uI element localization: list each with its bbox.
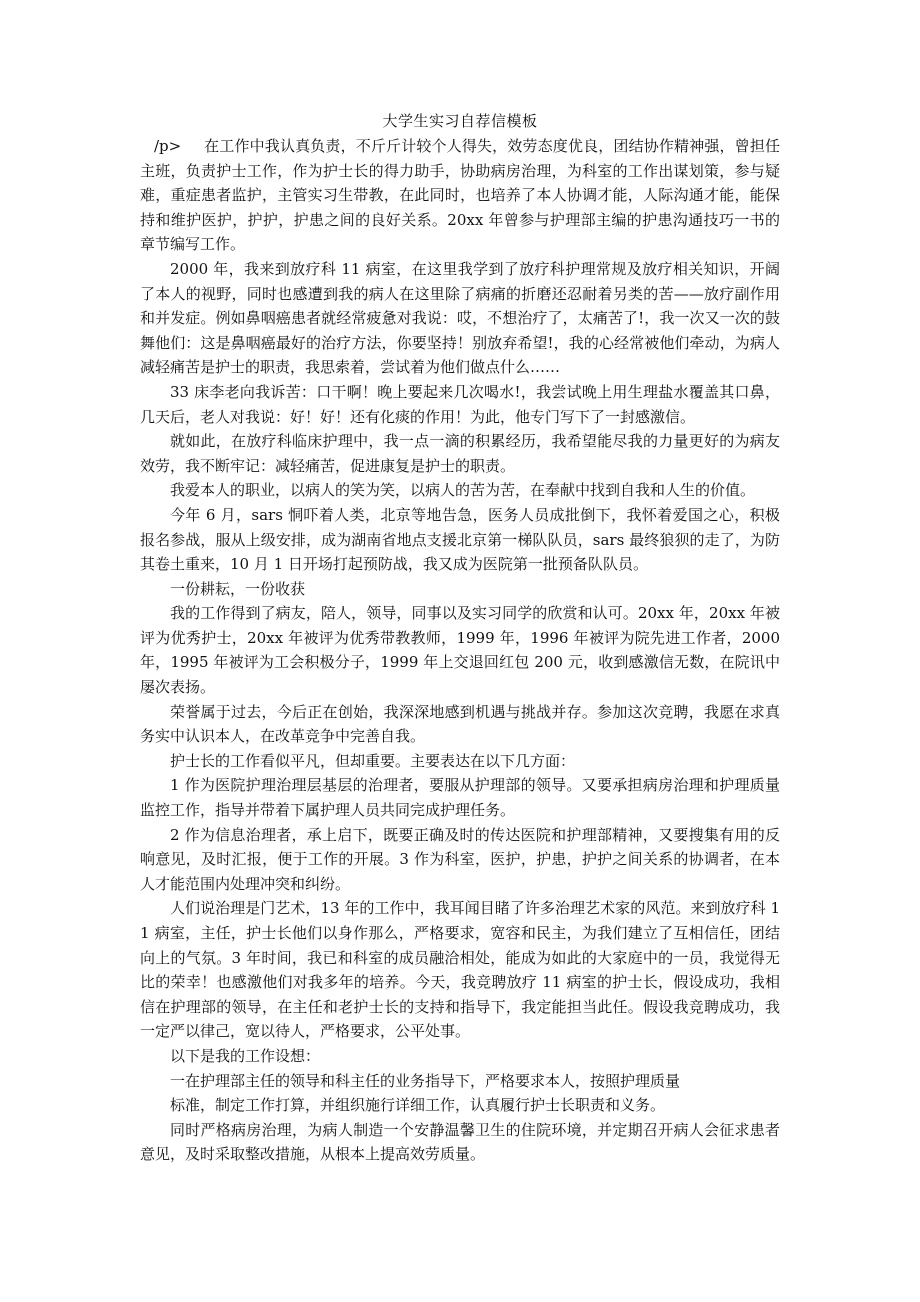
paragraph-11: 1 作为医院护理治理层基层的治理者，要服从护理部的领导。又要承担病房治理和护理质量监控工作，指导并带着下属护理人员共同完成护理任务。 [140,776,780,820]
document-title: 大学生实习自荐信模板 [382,112,538,130]
paragraph-13: 人们说治理是门艺术，13 年的工作中，我耳闻目睹了许多治理艺术家的风范。来到放疗科 11 病室，主任，护士长他们以身作那么，严格要求，宽容和民主，为我们建立了互相信任，团结向上的气氛。3 年时间，我已和科室的成员融洽相处，能成为如此的大家庭中的一员，我觉得无比的荣幸！也感激他们对我多年的培养。今天，我竞聘放疗 11 病室的护士长，假设成功，我相信在护理部的领导，在主任和老护士长的支持和指导下，我定能担当此任。假设我竞聘成功，我一定严以律己，宽以待人，严格要求，公平处事。 [140,899,780,1041]
paragraph-5: 我爱本人的职业，以病人的笑为笑，以病人的苦为苦，在奉献中找到自我和人生的价值。 [170,481,756,500]
paragraph-14: 以下是我的工作设想： [170,1046,321,1065]
paragraph-17: 同时严格病房治理，为病人制造一个安静温馨卫生的住院环境，并定期召开病人会征求患者意见，及时采取整改措施，从根本上提高效劳质量。 [140,1120,780,1164]
paragraph-12: 2 作为信息治理者，承上启下，既要正确及时的传达医院和护理部精神，又要搜集有用的反响意见，及时汇报，便于工作的开展。3 作为科室，医护，护患，护护之间关系的协调者，在本人才能范围内处理冲突和纠纷。 [140,825,780,893]
paragraph-4: 就如此，在放疗科临床护理中，我一点一滴的积累经历，我希望能尽我的力量更好的为病友效劳，我不断牢记：减轻痛苦，促进康复是护士的职责。 [140,432,780,475]
paragraph-9: 荣誉属于过去，今后正在创始，我深深地感到机遇与挑战并存。参加这次竞聘，我愿在求真务实中认识本人，在改革竞争中完善自我。 [140,702,780,746]
lead-tag: /p> [154,137,182,155]
document-page [140,108,780,1167]
paragraph-8: 我的工作得到了病友，陪人，领导，同事以及实习同学的欣赏和认可。20xx 年，20xx 年被评为优秀护士，20xx 年被评为优秀带教教师，1999 年，1996 年被评为院先进工作者，2000 年，1995 年被评为工会积极分子，1999 年上交退回红包 200 元，收到感激信无数，在院讯中屡次表扬。 [140,604,780,697]
paragraph-1 [140,134,780,257]
paragraph-7: 一份耕耘，一份收获 [170,579,306,598]
paragraph-2: 2000 年，我来到放疗科 11 病室，在这里我学到了放疗科护理常规及放疗相关知识，开阔了本人的视野，同时也感遭到我的病人在这里除了病痛的折磨还忍耐着另类的苦——放疗副作用和并发症。例如鼻咽癌患者就经常疲惫对我说：哎，不想治疗了，太痛苦了!，我一次又一次的鼓舞他们：这是鼻咽癌最好的治疗方法，你要坚持！别放弃希望!，我的心经常被他们牵动，为病人减轻痛苦是护士的职责，我思索着，尝试着为他们做点什么…… [140,259,780,377]
paragraph-6: 今年 6 月，sars 恫吓着人类，北京等地告急，医务人员成批倒下，我怀着爱国之心，积极报名参战，服从上级安排，成为湖南省地点支援北京第一梯队队员，sars 最终狼狈的走了，为防其卷土重来，10 月 1 日开场打起预防战，我又成为医院第一批预备队队员。 [140,505,780,574]
paragraph-16: 标准，制定工作打算，并组织施行详细工作，认真履行护士长职责和义务。 [170,1096,666,1115]
paragraph-1-text: 在工作中我认真负责，不斤斤计较个人得失，效劳态度优良，团结协作精神强，曾担任主班，负责护士工作，作为护士长的得力助手，协助病房治理，为科室的工作出谋划策，参与疑难，重症患者监护，主管实习生带教，在此同时，也培养了本人协调才能，人际沟通才能，能保持和维护医护，护护，护患之间的良好关系。20xx 年曾参与护理部主编的护患沟通技巧一书的章节编写工作。 [140,137,780,254]
paragraph-3: 33 床李老向我诉苦：口干啊！晚上要起来几次喝水!，我尝试晚上用生理盐水覆盖其口鼻，几天后，老人对我说：好！好！还有化痰的作用！为此，他专门写下了一封感激信。 [140,382,780,426]
paragraph-10: 护士长的工作看似平凡，但却重要。主要表达在以下几方面： [170,751,576,770]
paragraph-15: 一在护理部主任的领导和科主任的业务指导下，严格要求本人，按照护理质量 [170,1071,681,1090]
